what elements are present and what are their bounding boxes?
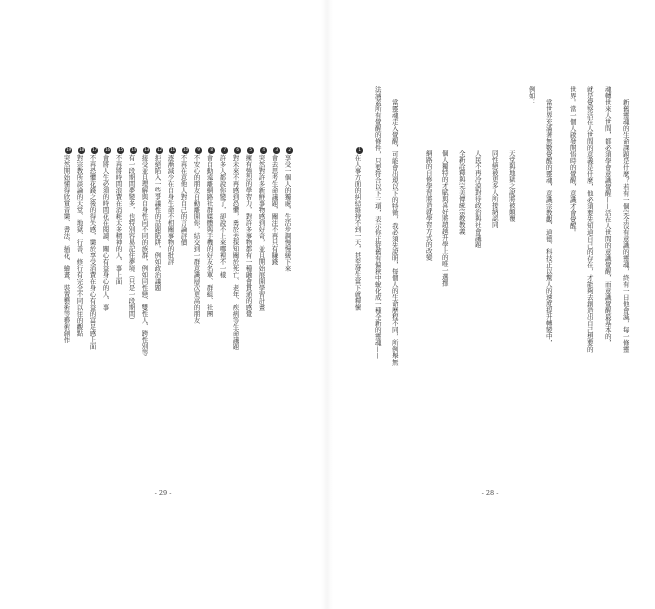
feature-item xyxy=(127,147,137,324)
item-number-badge: 17 xyxy=(92,147,97,152)
item-number-badge: 12 xyxy=(157,147,162,152)
feature-item xyxy=(353,147,363,311)
page-number: - 29 - xyxy=(154,489,172,497)
feature-text: 享受一個人的獨處，生活步調慢慢緩下來 xyxy=(283,154,292,272)
feature-item xyxy=(179,147,189,246)
feature-text: 突然對許多新鮮事物感到好奇，並且開始展開學習計畫 xyxy=(257,154,266,311)
feature-text: 許多人都說你變了，卻說不上來哪裡不一樣 xyxy=(218,154,227,278)
item-number-badge: 2 xyxy=(286,147,293,154)
feature-item xyxy=(114,147,124,285)
left-page xyxy=(0,0,327,609)
paragraph-line: 新舊靈魂的生命課題是什麼？若有一個完全沒有意識的靈魂，終有一日他會滅，每一條靈 xyxy=(621,99,630,353)
example-item: 全新詮釋與完美傳統宗教教義 xyxy=(457,150,466,235)
example-item: 個人獨特的才賦與喜好將超越升學上的唯一選擇 xyxy=(440,150,449,287)
feature-text: 會自動遠離網路社群媒體與手機的好友名單、群組、社團 xyxy=(205,154,214,317)
feature-item xyxy=(101,147,111,311)
paragraph-line: 例如： xyxy=(527,86,536,106)
item-number-badge: 8 xyxy=(208,147,215,154)
paragraph-line: 當世界充滿著無數覺醒的靈魂，意識宗教觀、道德、科技正以驚人的速度提升轉變中， xyxy=(544,99,553,346)
feature-item xyxy=(166,147,176,265)
feature-item xyxy=(231,147,241,350)
item-number-badge: 4 xyxy=(260,147,267,154)
paragraph-line: 法涵蓋所有覺醒的條件，只要符合以下三項，表示你正從舊有偏狹中蛻化成一種全新的靈魂—— xyxy=(373,86,382,359)
feature-text: 不再將時間浪費在消耗太多精神的人、事上面 xyxy=(114,154,123,285)
feature-item xyxy=(205,147,215,317)
feature-text: 對未來不再感到恐懼，勇於去探知關於死亡、老年、疾病等生命議題 xyxy=(231,154,240,350)
feature-text: 拒絕陷入一些爭議性的話題陷阱，例如政治議題 xyxy=(153,154,162,291)
feature-item xyxy=(283,147,293,272)
feature-text: 在人事方面的糾結維持不到一天，甚至發生當下就釋懷 xyxy=(353,154,362,311)
paragraph-line: 世界。當一個人啟發開悟時的覺醒，意識才會覺醒。 xyxy=(568,86,577,236)
right-page xyxy=(327,0,655,609)
item-number-badge: 16 xyxy=(105,147,110,152)
feature-item xyxy=(88,147,98,350)
item-number-badge: 7 xyxy=(221,147,228,154)
feature-text: 對宗教所談論的天堂、地獄、行善、修行有完全不同以往的觀點 xyxy=(75,154,84,337)
feature-text: 擁有強烈的學習力，對許多事物都有一種融會貫通的感覺 xyxy=(244,154,253,317)
example-item: 天堂與地獄之說將被顛覆 xyxy=(507,150,516,222)
paragraph-line: 就是覺察活在人世間的意義是什麼，他必須要先知道自己的存在，才能夠去創造出自己想要的 xyxy=(585,86,594,353)
item-number-badge: 14 xyxy=(131,147,136,152)
feature-item xyxy=(62,147,72,343)
item-number-badge: 11 xyxy=(170,147,175,152)
feature-item xyxy=(257,147,267,311)
feature-text: 接受並且理解與自身性向不同的族群，例如同性戀、雙性人、跨性別等 xyxy=(140,154,149,356)
feature-item xyxy=(218,147,228,278)
item-number-badge: 9 xyxy=(195,147,202,154)
item-number-badge: 18 xyxy=(79,147,84,152)
item-number-badge: 19 xyxy=(66,147,71,152)
item-number-badge: 13 xyxy=(144,147,149,152)
item-number-badge: 1 xyxy=(356,147,363,154)
feature-text: 不再在意他人對自己的言論評價 xyxy=(179,154,188,246)
example-item: 同性戀被更多人所接納認同 xyxy=(490,150,499,228)
item-number-badge: 15 xyxy=(118,147,123,152)
example-item: 網路的自修學習將造就學習方式的改變 xyxy=(424,150,433,261)
feature-item xyxy=(153,147,163,291)
item-number-badge: 6 xyxy=(234,147,241,154)
item-number-badge: 5 xyxy=(247,147,254,154)
feature-item xyxy=(244,147,254,317)
page-number: - 28 - xyxy=(481,489,499,497)
feature-text: 不安心的朋友自動離開你，結交到一群意識層次更高的朋友 xyxy=(192,154,201,324)
feature-item xyxy=(270,147,280,265)
feature-text: 有一段期間夢變多，也特別容易記住夢境（只是一段期間） xyxy=(127,154,136,324)
feature-item xyxy=(192,147,202,324)
paragraph-line: 魂轉世來人世間，都必須學會意識覺醒——活在人世間的意識覺醒，而意識覺醒最基本的， xyxy=(603,86,612,346)
item-number-badge: 3 xyxy=(273,147,280,154)
feature-text: 會去思考生命議題，關注不再只有賺錢 xyxy=(270,154,279,265)
paragraph-line: 當靈魂走入覺醒，可能會出現以下的特徵，我必須先說明，每個人的生命歷程不同，所例舉無 xyxy=(390,99,399,366)
example-item: 人民不再冷漠對待政治與社會議題 xyxy=(473,150,482,248)
feature-text: 逐漸減少在自身生命不相關事物的批評 xyxy=(166,154,175,265)
item-number-badge: 10 xyxy=(183,147,188,152)
feature-text: 突然開始懂得欣賞音樂、書法、插花、繪畫、裝置藝術等藝術創作 xyxy=(62,154,71,343)
feature-item xyxy=(75,147,85,337)
feature-text: 不再恐懼花錢之後的得失感，樂於享受消費在身心有益的富足感上面 xyxy=(88,154,97,350)
feature-text: 會將人生必須的時間花在閱讀、關心有益身心的人、事 xyxy=(101,154,110,311)
feature-item xyxy=(140,147,150,356)
